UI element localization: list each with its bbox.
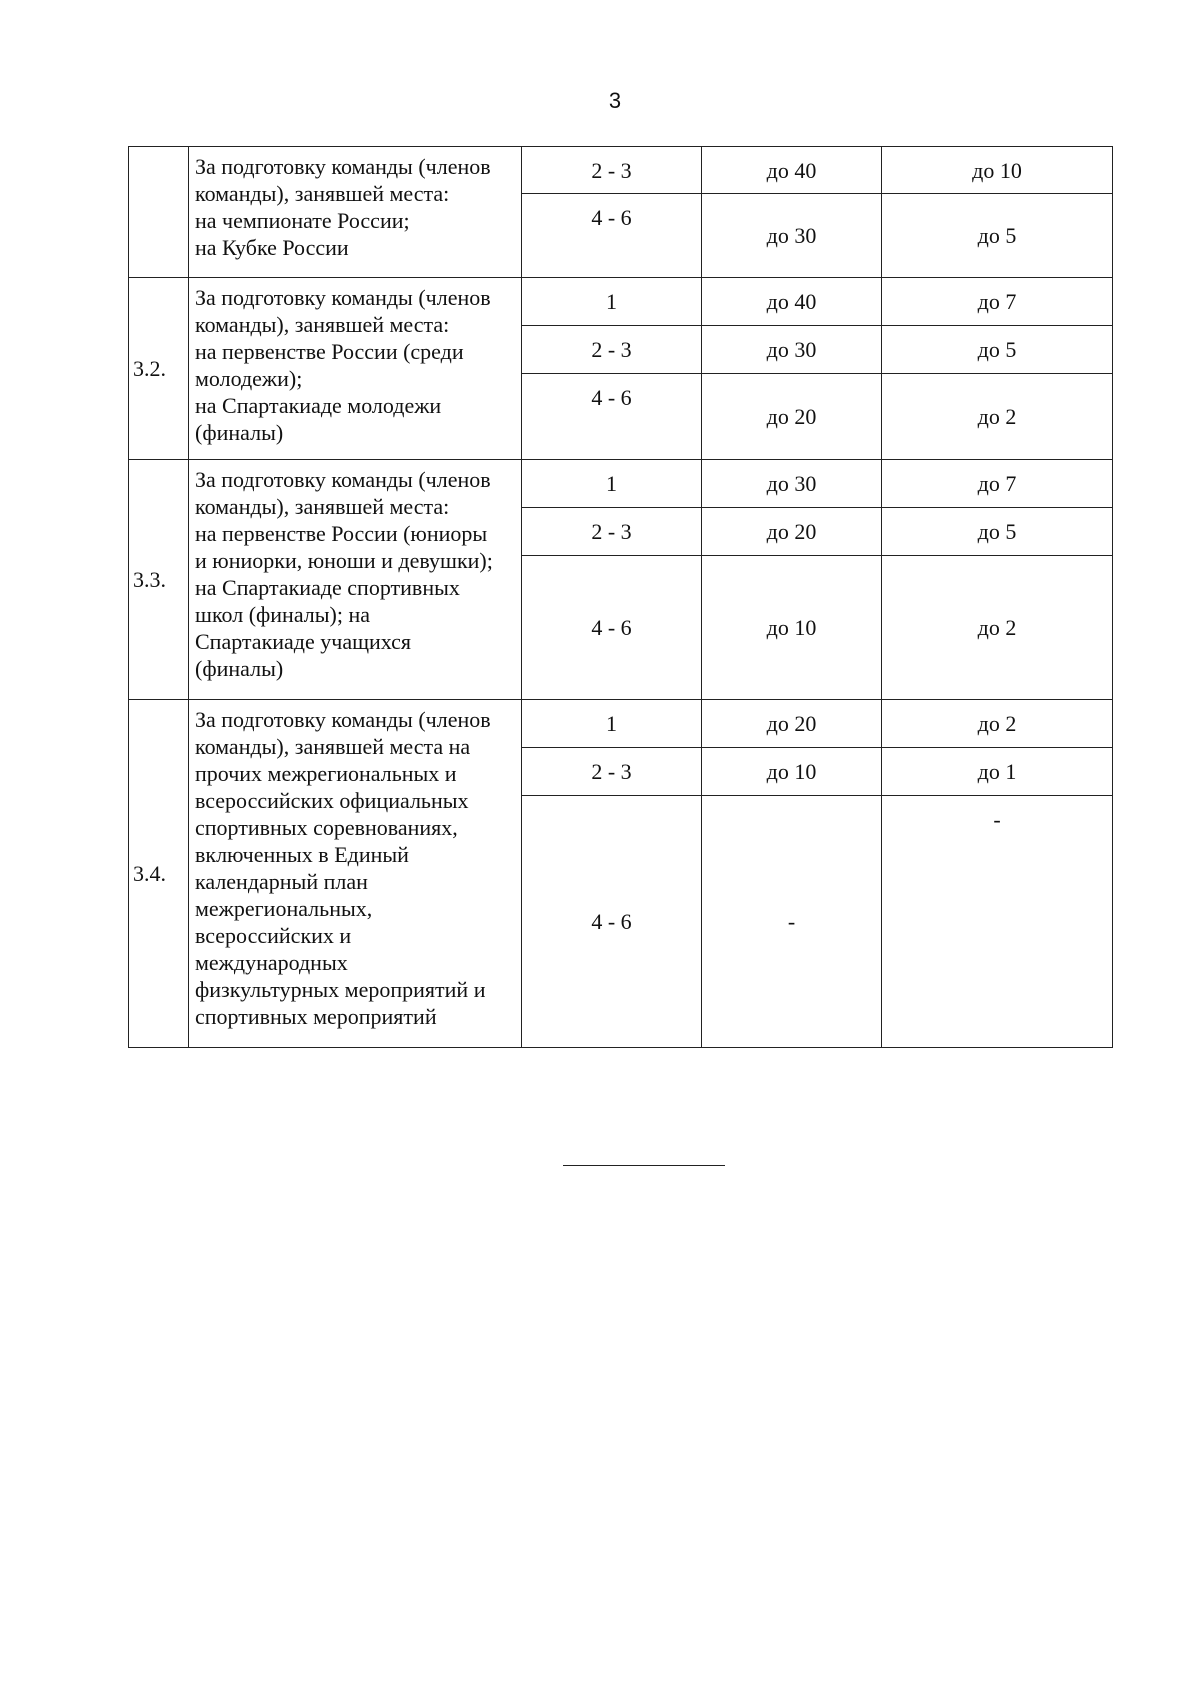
value-cell: до 2 <box>882 556 1113 700</box>
item-description: За подготовку команды (членов команды), занявшей места: на чемпионате России; на Кубке России <box>189 147 522 278</box>
place-cell: 2 - 3 <box>522 508 702 556</box>
value-cell: до 2 <box>882 700 1113 748</box>
place-cell: 4 - 6 <box>522 796 702 1048</box>
page-number: 3 <box>608 88 622 113</box>
value-cell: до 5 <box>882 326 1113 374</box>
item-description: За подготовку команды (членов команды), занявшей места на прочих межрегиональных и всероссийских официальных спортивных соревнованиях, включенных в Единый календарный план межрегиональных, всероссийских и международных физкультурных мероприятий и спортивных мероприятий <box>189 700 522 1048</box>
value-cell: до 30 <box>702 460 882 508</box>
place-cell: 2 - 3 <box>522 326 702 374</box>
value-cell: до 7 <box>882 460 1113 508</box>
value-cell: до 30 <box>702 326 882 374</box>
item-number: 3.2. <box>129 278 189 460</box>
place-cell: 4 - 6 <box>522 194 702 278</box>
table-row <box>129 460 1113 508</box>
value-cell: до 7 <box>882 278 1113 326</box>
place-cell: 1 <box>522 700 702 748</box>
value-cell: до 40 <box>702 147 882 194</box>
place-cell: 4 - 6 <box>522 374 702 460</box>
table-row <box>129 278 1113 326</box>
value-cell: - <box>882 796 1113 1048</box>
value-cell: до 30 <box>702 194 882 278</box>
value-cell: до 40 <box>702 278 882 326</box>
table-row <box>129 700 1113 748</box>
item-number: 3.3. <box>129 460 189 700</box>
place-cell: 1 <box>522 460 702 508</box>
table-row <box>129 147 1113 194</box>
value-cell: до 10 <box>702 748 882 796</box>
value-cell: до 20 <box>702 700 882 748</box>
value-cell: до 20 <box>702 374 882 460</box>
value-cell: до 10 <box>882 147 1113 194</box>
awards-table-container <box>128 146 1112 1048</box>
value-cell: до 20 <box>702 508 882 556</box>
place-cell: 2 - 3 <box>522 748 702 796</box>
place-cell: 2 - 3 <box>522 147 702 194</box>
item-number <box>129 147 189 278</box>
value-cell: до 2 <box>882 374 1113 460</box>
value-cell: до 10 <box>702 556 882 700</box>
awards-table <box>128 146 1113 1048</box>
value-cell: до 5 <box>882 508 1113 556</box>
place-cell: 1 <box>522 278 702 326</box>
value-cell: до 5 <box>882 194 1113 278</box>
end-of-document-line <box>563 1165 725 1166</box>
item-number: 3.4. <box>129 700 189 1048</box>
place-cell: 4 - 6 <box>522 556 702 700</box>
item-description: За подготовку команды (членов команды), занявшей места: на первенстве России (юниоры и юниорки, юноши и девушки); на Спартакиаде спортивных школ (финалы); на Спартакиаде учащихся (финалы) <box>189 460 522 700</box>
value-cell: до 1 <box>882 748 1113 796</box>
value-cell: - <box>702 796 882 1048</box>
item-description: За подготовку команды (членов команды), занявшей места: на первенстве России (среди молодежи); на Спартакиаде молодежи (финалы) <box>189 278 522 460</box>
